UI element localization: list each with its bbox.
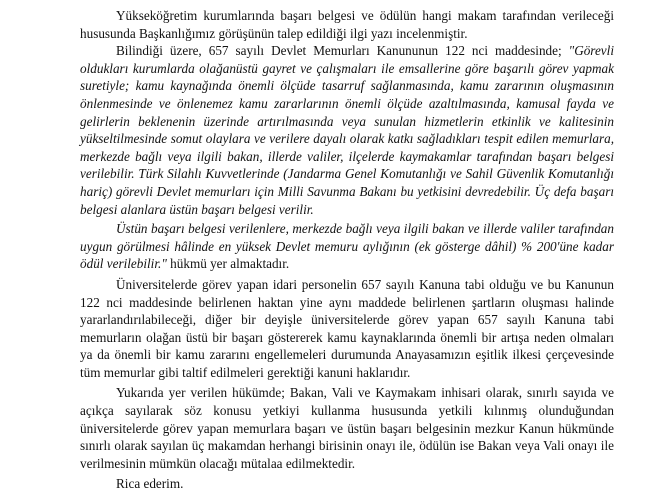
citation-quote-part1: "Görevli oldukları kurumlarda olağanüstü gayret ve çalışmaları ile emsallerine göre başarılı görev yapmak suretiyle; kamu kaynağında önemli ölçüde tasarruf sağlanmasında, kamu zararının oluşmasının önlenmesinde ve önlenemez kamu zararlarının önemli ölçüde azaltılmasında, kamusal fayda ve gelirlerin beklenenin üzerinde artırılmasında veya sunulan hizmetlerin etkinlik ve kalitesinin yükseltilmesinde somut olaylara ve verilere dayalı olarak katkı sağladıkları tespit edilen memurlara, merkezde bağlı veya ilgili bakan, illerde valiler, ilçelerde kaymakamlar tarafından başarı belgesi verilebilir. Türk Silahlı Kuvvetlerinde (Jandarma Genel Komutanlığı ve Sahil Güvenlik Komutanlığı hariç) görevli Devlet memurları için Milli Savunma Bakanı bu yetkisini devredebilir. Üç defa başarı belgesi alanlara üstün başarı belgesi verilir. [80,43,614,217]
paragraph-law-citation [80,42,614,218]
citation-lead: Bilindiği üzere, 657 sayılı Devlet Memurları Kanununun 122 nci maddesinde; [116,43,569,59]
closing-remark: Rica ederim. [116,476,184,492]
citation-tail: hükmü yer almaktadır. [166,256,290,272]
paragraph-intro: Yükseköğretim kurumlarında başarı belgesi ve ödülün hangi makam tarafından verileceği hususunda Başkanlığımız görüşünün talep edildiği ilgi yazı incelenmiştir. [80,8,614,41]
paragraph-conclusion: Yukarıda yer verilen hükümde; Bakan, Vali ve Kaymakam inhisari olarak, sınırlı sayıda ve açıkça sayılarak söz konusu yetkiyi kullanma hususunda yetkili kılınmış olunduğundan üniversitelerde görev yapan memurlara başarı ve üstün başarı belgesinin mezkur Kanun hükmünde sınırlı olarak sayılan üç makamdan herhangi birisinin onayı ile, ödülün ise Bakan veya Vali onayı ile verilmesinin mümkün olacağı mütalaa edilmektedir. [80,385,614,471]
citation-quote-part2: Üstün başarı belgesi verilenlere, merkezde bağlı veya ilgili bakan ve illerde valiler tarafından uygun görülmesi hâlinde en yüksek Devlet memuru aylığının (ek gösterge dâhil) % 200'üne kadar ödül verilebilir." [80,221,614,272]
paragraph-university-staff: Üniversitelerde görev yapan idari personelin 657 sayılı Kanuna tabi olduğu ve bu Kanunun 122 nci maddesinde belirlenen haktan yine aynı maddede belirlenen şartların oluşması halinde yararlandırılabileceği, diğer bir deyişle üniversitelerde görev yapan 657 sayılı Kanuna tabi memurların olağan üstü bir başarı göstererek kamu kaynaklarında önemli bir artışa neden olmaları ya da önemli bir kamu zararını engellemeleri durumunda Anayasamızın eşitlik ilkesi çerçevesinde tüm memurlar gibi taltif edilmeleri gerektiği kanuni haklarıdır. [80,276,614,380]
paragraph-law-citation-cont [80,220,614,273]
